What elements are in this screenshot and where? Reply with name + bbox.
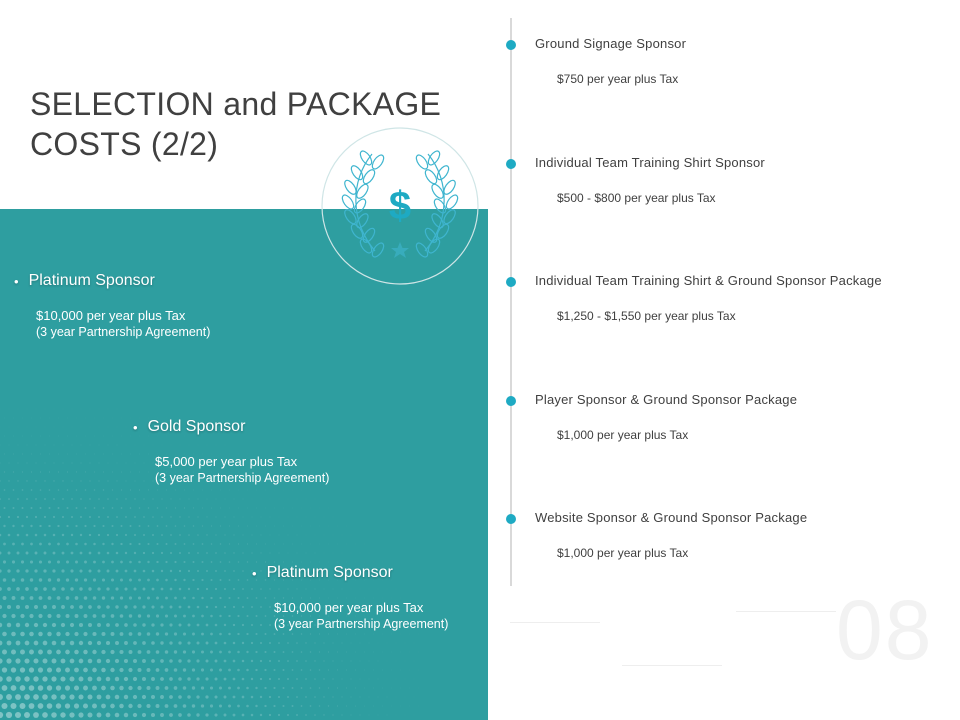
sponsor-price: $10,000 per year plus Tax xyxy=(274,600,424,615)
decorative-line xyxy=(510,622,600,623)
laurel-dollar-emblem xyxy=(320,126,480,286)
decorative-line xyxy=(736,611,836,612)
sponsor-block xyxy=(14,272,210,339)
timeline-item-title: Website Sponsor & Ground Sponsor Package xyxy=(535,510,808,525)
timeline-item-title: Ground Signage Sponsor xyxy=(535,36,687,51)
laurel-left-icon xyxy=(340,149,386,259)
timeline-dot-icon xyxy=(506,159,516,169)
timeline-dot-icon xyxy=(506,277,516,287)
timeline-item-price: $750 per year plus Tax xyxy=(557,72,679,86)
timeline-item-price: $1,250 - $1,550 per year plus Tax xyxy=(557,309,736,323)
decorative-line xyxy=(622,665,722,666)
timeline-item-title: Individual Team Training Shirt & Ground Sponsor Package xyxy=(535,273,882,288)
slide-title: SELECTION and PACKAGE COSTS (2/2) xyxy=(30,86,442,162)
timeline-item-title: Individual Team Training Shirt Sponsor xyxy=(535,155,765,170)
timeline-dot-icon xyxy=(506,396,516,406)
timeline-item-price: $500 - $800 per year plus Tax xyxy=(557,191,716,205)
timeline-item-price: $1,000 per year plus Tax xyxy=(557,428,689,442)
dollar-icon: $ xyxy=(388,184,412,228)
sponsor-note: (3 year Partnership Agreement) xyxy=(36,325,211,339)
laurel-right-icon xyxy=(414,149,460,259)
sponsor-name: Platinum Sponsor xyxy=(28,272,155,289)
bullet-icon: • xyxy=(252,565,257,581)
bullet-icon: • xyxy=(14,273,19,289)
bullet-icon: • xyxy=(133,419,138,435)
sponsor-price: $10,000 per year plus Tax xyxy=(36,308,186,323)
sponsor-name: Gold Sponsor xyxy=(147,418,246,435)
sponsor-name: Platinum Sponsor xyxy=(266,564,393,581)
sponsor-note: (3 year Partnership Agreement) xyxy=(274,617,449,631)
timeline-dot-icon xyxy=(506,40,516,50)
sponsor-price: $5,000 per year plus Tax xyxy=(155,454,298,469)
timeline-item-price: $1,000 per year plus Tax xyxy=(557,546,689,560)
sponsor-note: (3 year Partnership Agreement) xyxy=(155,471,330,485)
sponsor-block xyxy=(252,564,448,631)
timeline-item-title: Player Sponsor & Ground Sponsor Package xyxy=(535,392,798,407)
timeline-dot-icon xyxy=(506,514,516,524)
sponsor-block xyxy=(133,418,329,485)
timeline-line xyxy=(510,18,512,586)
page-number: 08 xyxy=(836,583,934,677)
star-icon xyxy=(391,242,409,258)
